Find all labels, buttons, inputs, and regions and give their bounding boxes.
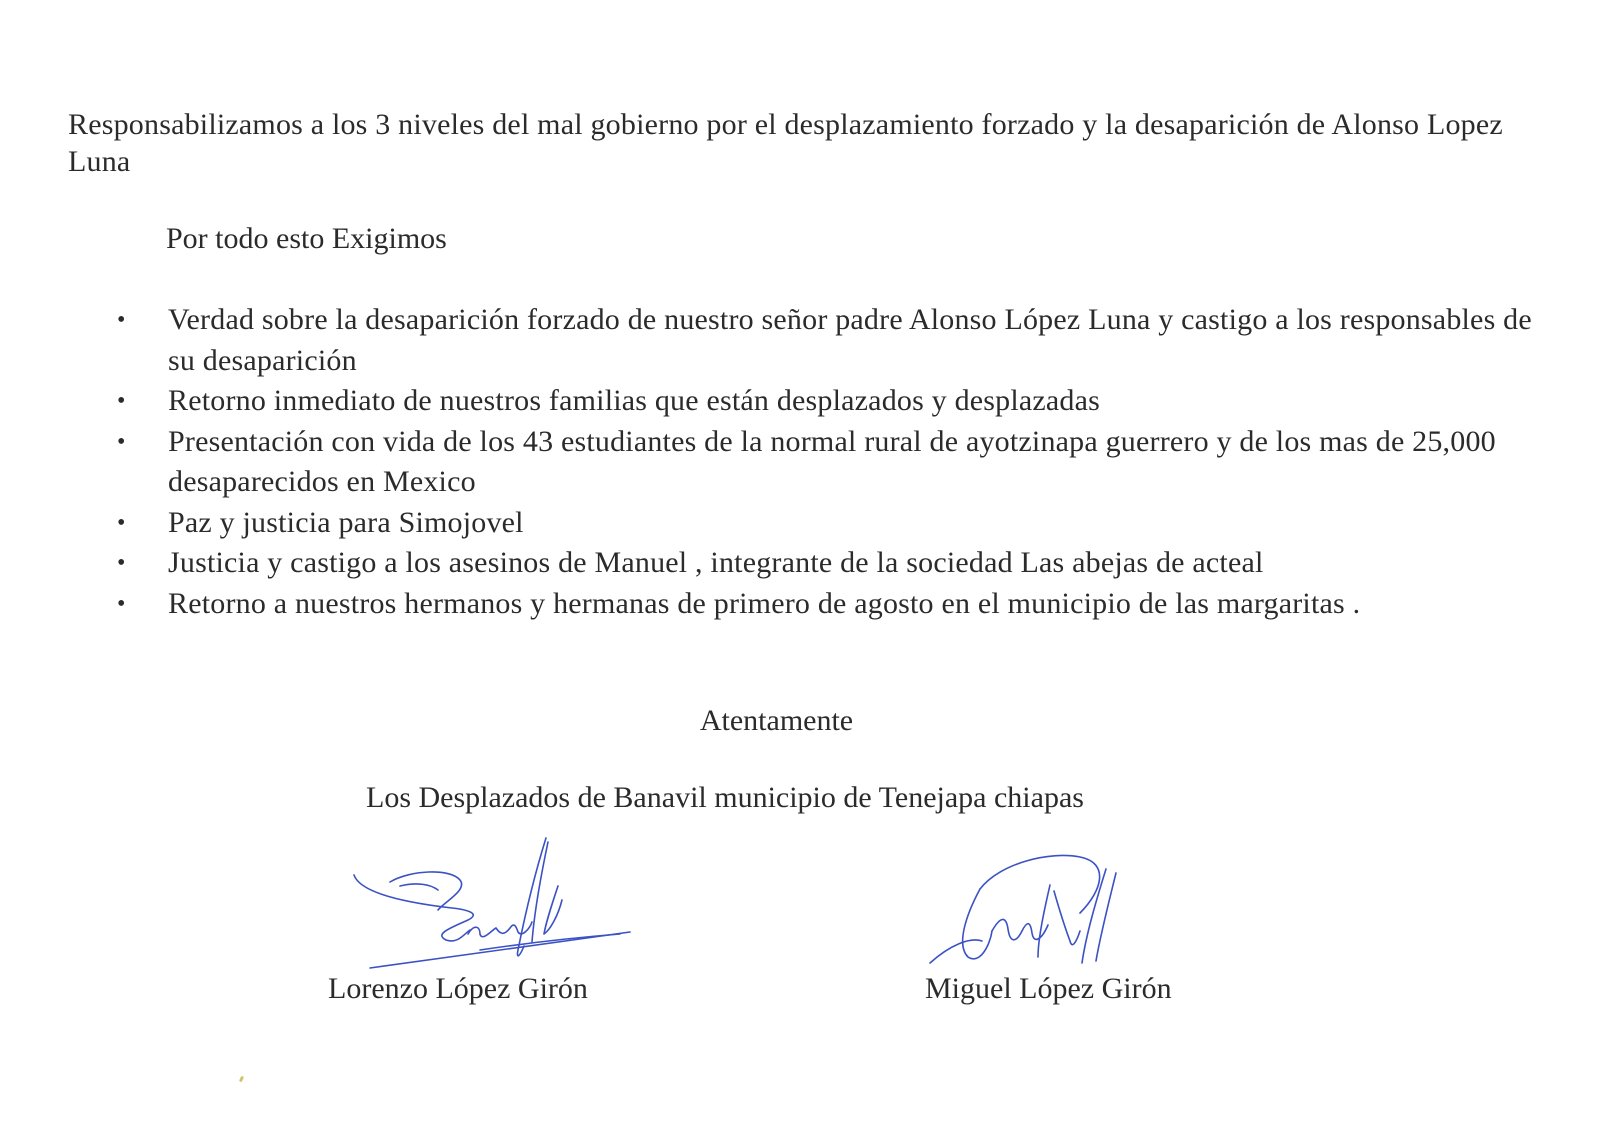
- list-item: [0, 584, 1540, 625]
- list-item: [0, 300, 1540, 381]
- demand-text: Paz y justicia para Simojovel: [168, 505, 524, 539]
- bullet-icon: •: [117, 509, 126, 536]
- signature-right: [920, 845, 1140, 985]
- intro-paragraph: Responsabilizamos a los 3 niveles del mal gobierno por el desplazamiento forzado y la desaparición de Alonso Lopez Luna: [68, 108, 1503, 178]
- handwritten-signature-icon: [340, 830, 640, 980]
- demand-text: Presentación con vida de los 43 estudiantes de la normal rural de ayotzinapa guerrero y de los mas de 25,000 desaparecidos en Mexico: [168, 424, 1496, 498]
- bullet-icon: •: [117, 428, 126, 455]
- bullet-icon: •: [117, 388, 126, 414]
- list-item: [0, 503, 1540, 544]
- list-item: [0, 422, 1540, 503]
- closing-salutation: Atentamente: [699, 704, 854, 737]
- demands-list: [0, 300, 1540, 624]
- list-item: [0, 543, 1540, 584]
- signer-name-right: Miguel López Girón: [925, 972, 1172, 1005]
- organization-name: Los Desplazados de Banavil municipio de Tenejapa chiapas: [366, 781, 1084, 814]
- demand-text: Justicia y castigo a los asesinos de Manuel , integrante de la sociedad Las abejas de acteal: [168, 546, 1264, 579]
- demand-text: Retorno inmediato de nuestros familias que están desplazados y desplazadas: [168, 384, 1101, 417]
- list-item: [0, 381, 1540, 422]
- signature-left: [340, 830, 640, 980]
- bullet-icon: •: [117, 307, 126, 333]
- signer-name-left: Lorenzo López Girón: [328, 972, 588, 1005]
- bullet-icon: •: [117, 590, 126, 617]
- paper-speck: [239, 1076, 244, 1083]
- bullet-icon: •: [117, 550, 126, 576]
- handwritten-signature-icon: [920, 845, 1140, 985]
- demand-text: Verdad sobre la desaparición forzado de nuestro señor padre Alonso López Luna y castigo a los responsables de su desaparición: [168, 303, 1532, 377]
- demand-text: Retorno a nuestros hermanos y hermanas de primero de agosto en el municipio de las margaritas .: [168, 586, 1361, 620]
- demands-heading: Por todo esto Exigimos: [166, 222, 447, 255]
